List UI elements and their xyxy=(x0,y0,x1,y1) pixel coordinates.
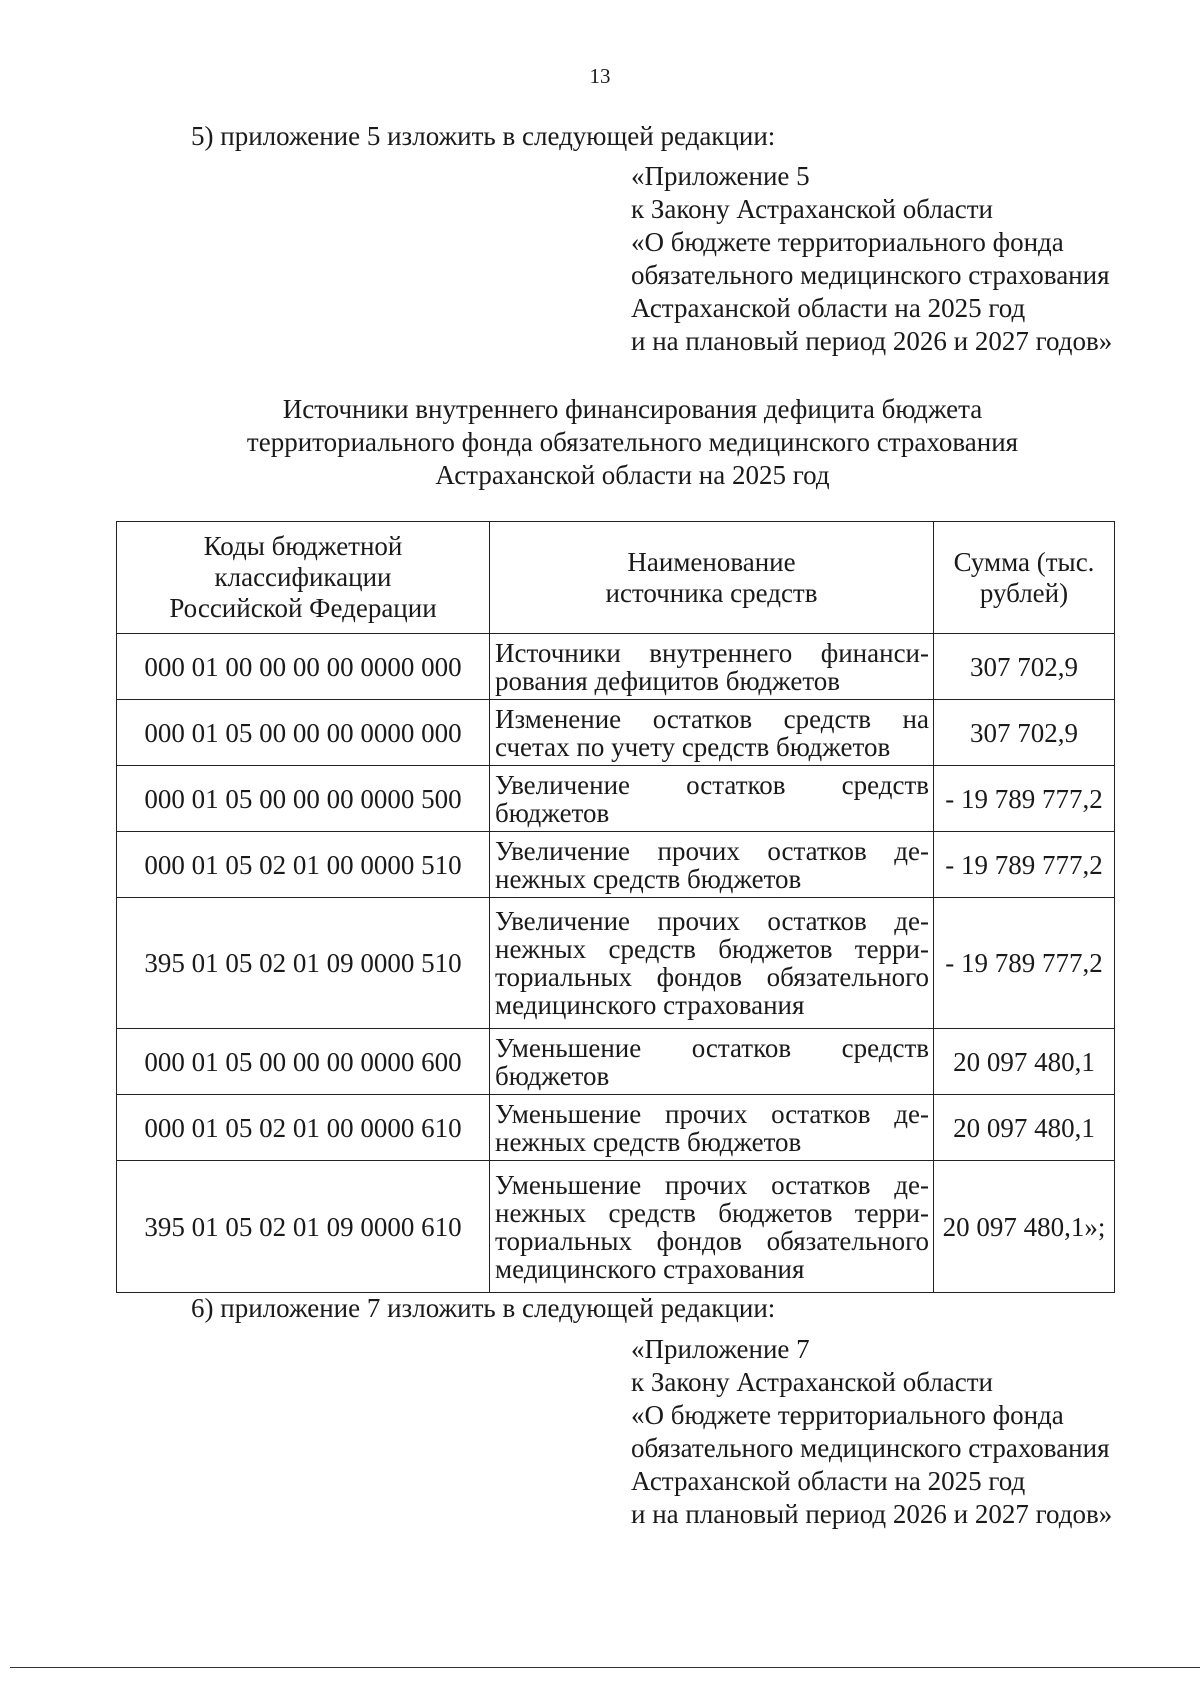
table-row xyxy=(117,832,1115,898)
row-amount: - 19 789 777,2 xyxy=(934,832,1115,898)
row-name: Увеличение прочих остатков де-нежных средств бюджетов терри-ториальных фондов обязательного медицинского страхования xyxy=(490,898,934,1029)
bottom-divider xyxy=(10,1667,1200,1668)
table-row xyxy=(117,1095,1115,1161)
header-codes: Коды бюджетной классификации Российской Федерации xyxy=(117,522,490,634)
table-title-line: Источники внутреннего финансирования дефицита бюджета xyxy=(282,394,983,424)
appendix-7-line: «Приложение 7 xyxy=(631,1334,810,1364)
section-6-instruction: 6) приложение 7 изложить в следующей редакции: xyxy=(191,1293,776,1323)
appendix-7-reference xyxy=(631,1333,1112,1531)
row-amount: - 19 789 777,2 xyxy=(934,766,1115,832)
appendix-5-reference xyxy=(631,160,1112,358)
row-code: 000 01 00 00 00 00 0000 000 xyxy=(117,634,490,700)
row-name: Уменьшение прочих остатков де-нежных средств бюджетов терри-ториальных фондов обязательного медицинского страхования xyxy=(490,1161,934,1293)
appendix-5-line: «Приложение 5 xyxy=(631,161,810,191)
row-code: 000 01 05 02 01 00 0000 610 xyxy=(117,1095,490,1161)
table-title xyxy=(0,393,1200,492)
row-amount: 307 702,9 xyxy=(934,700,1115,766)
table-row xyxy=(117,634,1115,700)
appendix-5-line: «О бюджете территориального фонда xyxy=(631,227,1064,257)
appendix-5-line: обязательного медицинского страхования xyxy=(631,260,1110,290)
table-row xyxy=(117,1029,1115,1095)
appendix-5-line: к Закону Астраханской области xyxy=(631,194,994,224)
row-code: 000 01 05 02 01 00 0000 510 xyxy=(117,832,490,898)
appendix-7-line: обязательного медицинского страхования xyxy=(631,1433,1110,1463)
row-amount: 307 702,9 xyxy=(934,634,1115,700)
row-name: Увеличение прочих остатков де-нежных средств бюджетов xyxy=(490,832,934,898)
row-amount: 20 097 480,1 xyxy=(934,1029,1115,1095)
table-header-row xyxy=(117,522,1115,634)
row-amount: - 19 789 777,2 xyxy=(934,898,1115,1029)
row-code: 000 01 05 00 00 00 0000 000 xyxy=(117,700,490,766)
appendix-5-line: и на плановый период 2026 и 2027 годов» xyxy=(631,326,1113,356)
page-number: 13 xyxy=(589,64,611,88)
row-code: 000 01 05 00 00 00 0000 600 xyxy=(117,1029,490,1095)
table-row xyxy=(117,898,1115,1029)
table-row xyxy=(117,1161,1115,1293)
appendix-7-line: и на плановый период 2026 и 2027 годов» xyxy=(631,1499,1113,1529)
row-code: 395 01 05 02 01 09 0000 610 xyxy=(117,1161,490,1293)
row-name: Изменение остатков средств на счетах по учету средств бюджетов xyxy=(490,700,934,766)
appendix-5-line: Астраханской области на 2025 год xyxy=(631,293,1026,323)
row-amount: 20 097 480,1»; xyxy=(934,1161,1115,1293)
table-row xyxy=(117,766,1115,832)
financing-sources-table xyxy=(116,521,1115,1293)
row-amount: 20 097 480,1 xyxy=(934,1095,1115,1161)
row-name: Увеличение остатков средств бюджетов xyxy=(490,766,934,832)
header-name: Наименование источника средств xyxy=(490,522,934,634)
appendix-7-line: к Закону Астраханской области xyxy=(631,1367,994,1397)
table-title-line: Астраханской области на 2025 год xyxy=(435,460,830,490)
row-name: Уменьшение остатков средств бюджетов xyxy=(490,1029,934,1095)
table-title-line: территориального фонда обязательного медицинского страхования xyxy=(246,427,1019,457)
header-amount: Сумма (тыс. рублей) xyxy=(934,522,1115,634)
row-code: 000 01 05 00 00 00 0000 500 xyxy=(117,766,490,832)
appendix-7-line: «О бюджете территориального фонда xyxy=(631,1400,1064,1430)
row-name: Уменьшение прочих остатков де-нежных средств бюджетов xyxy=(490,1095,934,1161)
table-row xyxy=(117,700,1115,766)
row-name: Источники внутреннего финанси-рования дефицитов бюджетов xyxy=(490,634,934,700)
appendix-7-line: Астраханской области на 2025 год xyxy=(631,1466,1026,1496)
row-code: 395 01 05 02 01 09 0000 510 xyxy=(117,898,490,1029)
section-5-instruction: 5) приложение 5 изложить в следующей редакции: xyxy=(191,121,776,151)
